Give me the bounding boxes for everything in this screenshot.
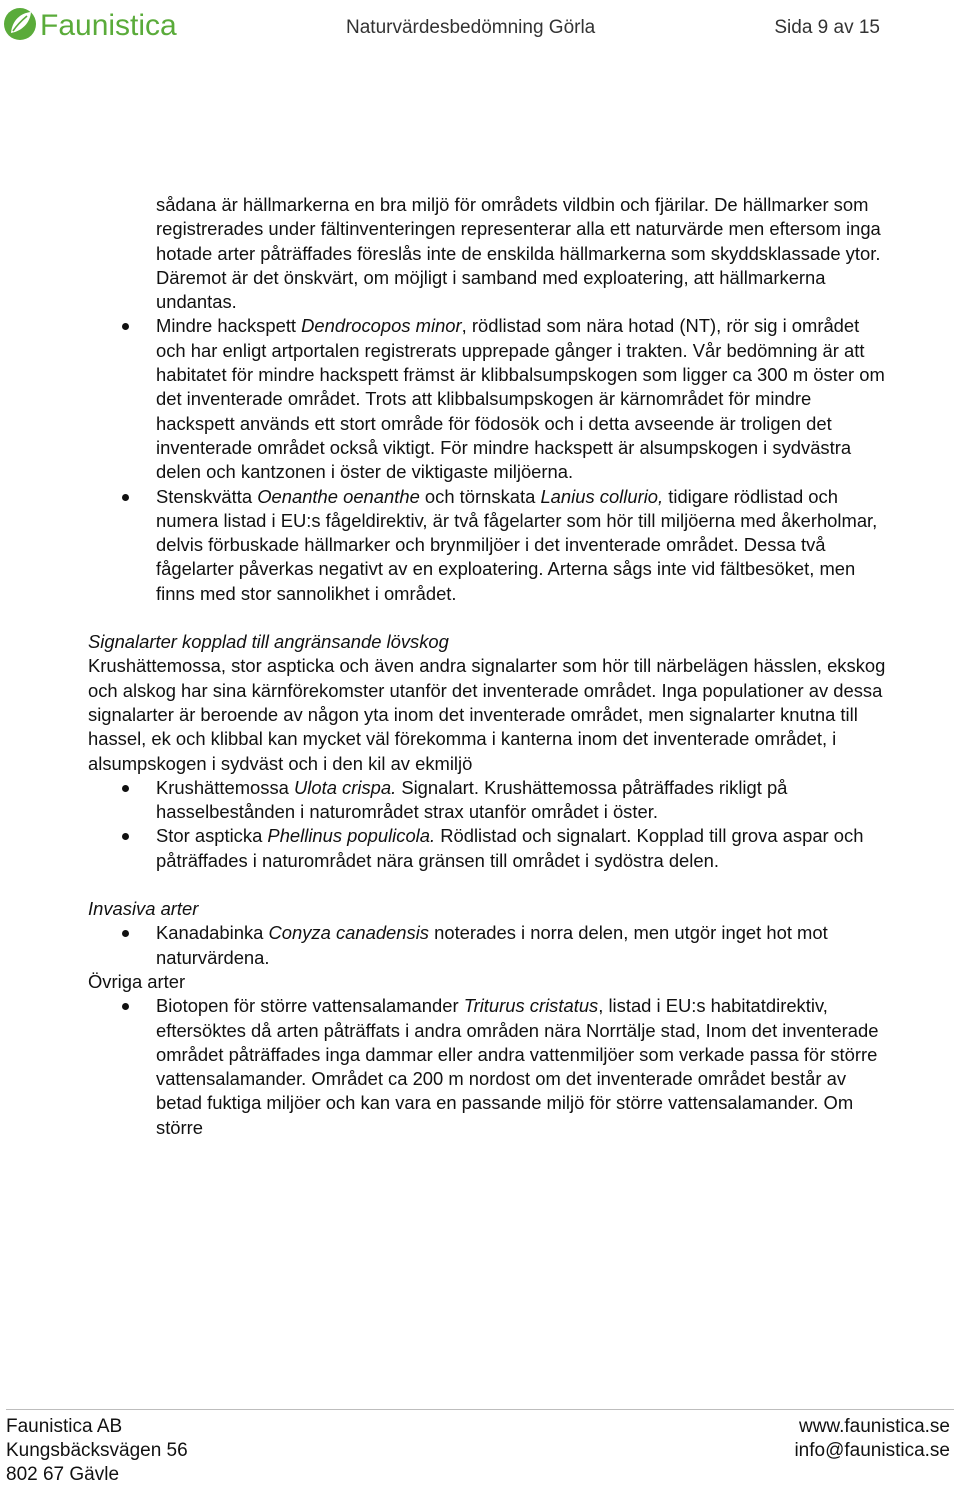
list-item: [88, 824, 888, 873]
list-item-text: Signalart. Krushättemossa påträffades rikligt på hasselbestånden i naturområdet strax utanför området i öster.: [156, 776, 788, 823]
faunistica-logo: [2, 3, 192, 45]
species-name: Ulota crispa.: [294, 776, 397, 798]
bullet-icon: [122, 785, 129, 792]
signalarter-paragraph: Krushättemossa, stor aspticka och även andra signalarter som hör till närbelägen hässlen, ekskog och alskog har sina kärnförekomster utanför det inventerade området. Inga populationer av dessa signalarter är beroende av någon yta inom det inventerade området, men signalarter knutna till hassel, ek och klibbal kan mycket väl förekomma i kanterna inom det inventerade området, i alsumpskogen i sydväst och i den kil av ekmiljö: [88, 655, 886, 774]
list-item-text: noterades i norra delen, men utgör inget hot mot naturvärdena.: [156, 922, 828, 968]
species-name: Phellinus populicola.: [267, 825, 436, 847]
invasiva-list: [88, 921, 888, 970]
list-item: [88, 314, 888, 484]
bullet-icon: [122, 494, 129, 501]
leaf-logo-icon: [2, 3, 192, 45]
list-item-text: och törnskata: [419, 485, 541, 507]
footer-website-link[interactable]: www.faunistica.se: [798, 1416, 950, 1437]
list-item-text: sådana är hällmarkerna en bra miljö för områdets vildbin och fjärilar. De hällmarker som registrerades under fältinventeringen representerar alla ett naturvärde men eftersom inga hotade arter påträffades föreslås inte de enskilda hällmarkerna som skyddsklassade ytor. Däremot är det önskvärt, om möjligt i samband med exploatering, att hällmarkerna undantas.: [156, 194, 881, 313]
document-title: Naturvärdesbedömning Görla: [346, 17, 596, 38]
footer-city: 802 67 Gävle: [6, 1464, 120, 1485]
bullet-icon: [122, 833, 129, 840]
list-item-text: , listad i EU:s habitatdirektiv, eftersöktes då arten påträffats i andra områden nära Norrtälje stad, Inom det inventerade området påträffades inga dammar eller andra vattenmiljöer som verkade passa för större vattensalamander. Området ca 200 m nordost om det inventerade området består av betad fuktiga miljöer och kan vara en passande miljö för större vattensalamander. Om större: [156, 995, 879, 1138]
footer-contact: [794, 1415, 950, 1463]
list-item-text: , rödlistad som nära hotad (NT), rör sig i området och har enligt artportalen registrerats upprepade gånger i trakten. Vår bedömning är att habitatet för mindre hackspett främst är klibbalsumpskogen som ligger ca 300 m öster om det inventerade området. Trots att klibbalsumpskogen är kärnområdet för mindre hackspett används ett stort område för födosök och i detta avseende är troligen det inventerade området också viktigt. För mindre hackspett är alsumpskogen i sydvästra delen och kantzonen i öster de viktigaste miljöerna.: [156, 315, 885, 483]
footer-address: [6, 1415, 188, 1487]
logo-text: Faunistica: [40, 9, 177, 42]
species-name: Oenanthe oenanthe: [257, 485, 420, 507]
list-item-text: Krushättemossa: [156, 776, 294, 798]
footer-email-link[interactable]: info@faunistica.se: [794, 1440, 950, 1461]
page-footer: [0, 1409, 960, 1483]
ovriga-heading: Övriga arter: [88, 970, 186, 992]
footer-company: Faunistica AB: [6, 1416, 123, 1437]
species-name: Triturus cristatus: [463, 995, 599, 1017]
list-item-text: Stenskvätta: [156, 485, 258, 507]
list-item: [88, 776, 888, 825]
page-header: [0, 0, 960, 60]
bullet-icon: [122, 930, 129, 937]
list-item-text: tidigare rödlistad och numera listad i EU:s fågeldirektiv, är två fågelarter som hör till miljöerna med åkerholmar, delvis förbuskade hällmarker och brynmiljöer i det inventerade området. Dessa två fågelarter påverkas negativt av en exploatering. Arterna sågs inte vid fältbesöket, men finns med stor sannolikhet i området.: [156, 485, 878, 604]
page-number: Sida 9 av 15: [774, 17, 880, 38]
footer-divider: [6, 1409, 954, 1410]
document-body: [88, 193, 888, 1140]
section1-list: [88, 193, 888, 606]
list-item: [88, 994, 888, 1140]
list-item-text: Stor aspticka: [156, 825, 268, 847]
signalarter-list: [88, 776, 888, 873]
list-item: [88, 193, 888, 314]
list-item-text: Kanadabinka: [156, 922, 269, 944]
list-item: [88, 921, 888, 970]
species-name: Lanius collurio,: [540, 485, 664, 507]
ovriga-list: [88, 994, 888, 1140]
list-item: [88, 485, 888, 606]
signalarter-heading: Signalarter kopplad till angränsande lövskog: [88, 631, 449, 653]
invasiva-heading: Invasiva arter: [88, 898, 199, 920]
bullet-icon: [122, 1003, 129, 1010]
species-name: Dendrocopos minor: [301, 315, 462, 337]
species-name: Conyza canadensis: [268, 922, 429, 944]
list-item-text: Mindre hackspett: [156, 315, 302, 337]
list-item-text: Rödlistad och signalart. Kopplad till grova aspar och påträffades i naturområdet nära gränsen till området i sydöstra delen.: [156, 825, 864, 871]
footer-street: Kungsbäcksvägen 56: [6, 1440, 188, 1461]
list-item-text: Biotopen för större vattensalamander: [156, 995, 464, 1017]
bullet-icon: [122, 323, 129, 330]
